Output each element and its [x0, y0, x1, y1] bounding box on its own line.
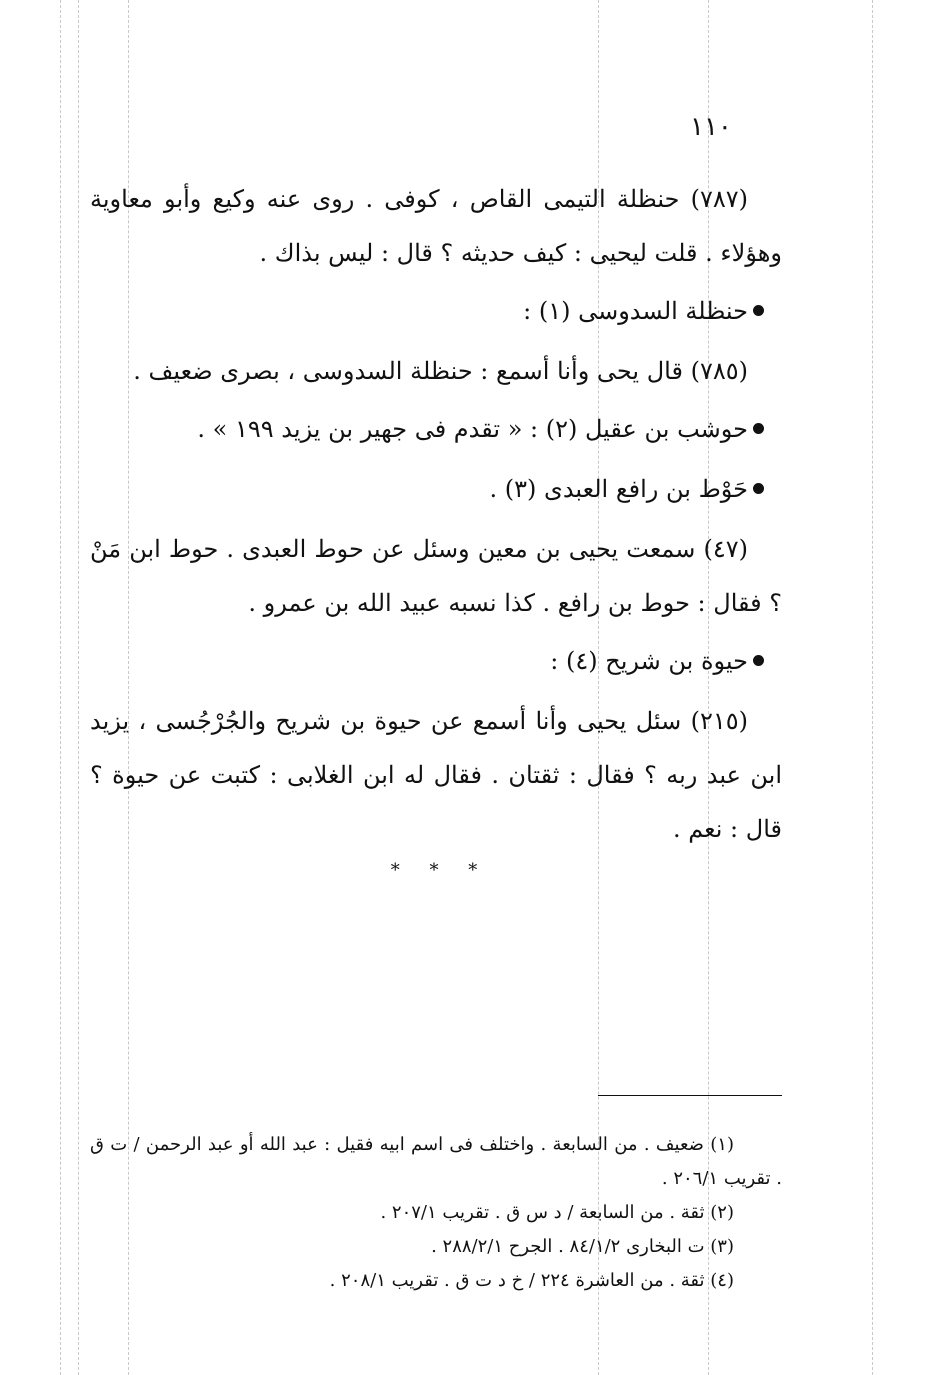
paragraph-787: (٧٨٧) حنظلة التيمى القاص ، كوفى . روى عنه وكيع وأبو معاوية وهؤلاء . قلت ليحيى : كيف حديثه ؟ قال : ليس بذاك . — [90, 185, 782, 267]
footnote-2: (٢) ثقة . من السابعة / د س ق . تقريب ٢٠٧/١ . — [380, 1202, 734, 1223]
bullet-icon — [753, 483, 764, 494]
footnote-1: (١) ضعيف . من السابعة . واختلف فى اسم ابيه فقيل : عبد الله أو عبد الرحمن / ت ق . تقريب ٢٠٦/١ . — [90, 1134, 782, 1189]
heading-text: حَوْط بن رافع العبدى (٣) . — [489, 475, 748, 503]
bullet-icon — [753, 423, 764, 434]
heading-text: حنظلة السدوسى (١) : — [523, 297, 748, 325]
bullet-icon — [753, 655, 764, 666]
heading-haywa — [90, 634, 782, 688]
paragraph-215: (٢١٥) سئل يحيى وأنا أسمع عن حيوة بن شريح والجُرْجُسى ، يزيد ابن عبد ربه ؟ فقال : ثقتان . فقال له ابن الغلابى : كتبت عن حيوة ؟ قال : نعم . — [90, 707, 782, 843]
footnote-rule — [598, 1095, 782, 1096]
paragraph-785: (٧٨٥) قال يحى وأنا أسمع : حنظلة السدوسى ، بصرى ضعيف . — [133, 357, 748, 385]
heading-text: حيوة بن شريح (٤) : — [550, 647, 748, 675]
heading-hawshab — [90, 402, 782, 456]
footnote-4: (٤) ثقة . من العاشرة ٢٢٤ / خ د ت ق . تقريب ٢٠٨/١ . — [329, 1270, 734, 1291]
main-text — [90, 172, 782, 856]
heading-hawt — [90, 462, 782, 516]
scan-guide-line — [78, 0, 79, 1375]
scan-guide-line — [60, 0, 61, 1375]
scan-guide-line — [872, 0, 873, 1375]
bullet-icon — [753, 305, 764, 316]
footnote-3: (٣) ت البخارى ٨٤/١/٢ . الجرح ٢٨٨/٢/١ . — [431, 1236, 734, 1257]
section-separator: * * * — [390, 860, 490, 881]
heading-text: حوشب بن عقيل (٢) : « تقدم فى جهير بن يزيد ١٩٩ » . — [197, 415, 748, 443]
footnotes — [90, 1128, 782, 1298]
heading-hanzala-sadusi — [90, 284, 782, 338]
page-number: ١١٠ — [690, 112, 732, 142]
paragraph-47: (٤٧) سمعت يحيى بن معين وسئل عن حوط العبدى . حوط ابن مَنْ ؟ فقال : حوط بن رافع . كذا نسبه عبيد الله بن عمرو . — [90, 535, 782, 617]
